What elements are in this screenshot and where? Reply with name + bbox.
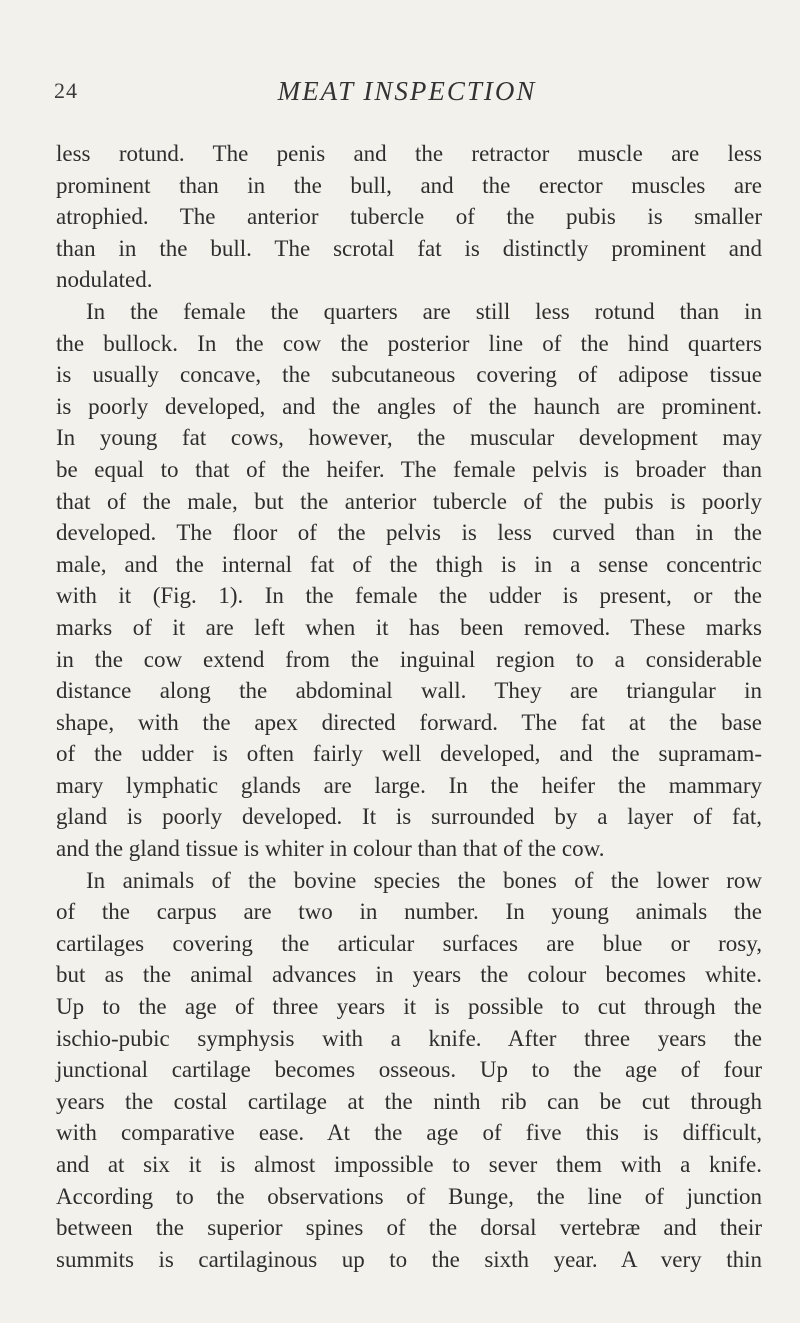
text-line: In animals of the bovine species the bones of the lower row	[86, 867, 762, 893]
text-line: less rotund. The penis and the retractor muscle are less	[56, 141, 762, 166]
text-line: summits is cartilaginous up to the sixth year. A very thin	[56, 1246, 762, 1272]
text-line: ischio-pubic symphysis with a knife. After three years the	[56, 1025, 762, 1051]
text-line: In young fat cows, however, the muscular development may	[56, 425, 762, 451]
text-line: marks of it are left when it has been removed. These marks	[56, 614, 762, 640]
text-line: developed. The floor of the pelvis is less curved than in the	[56, 520, 762, 546]
text-line: the bullock. In the cow the posterior line of the hind quarters	[56, 330, 762, 356]
text-line: distance along the abdominal wall. They are triangular in	[56, 678, 762, 704]
text-line: but as the animal advances in years the colour becomes white.	[56, 962, 762, 988]
text-line: of the udder is often fairly well developed, and the supramam-	[56, 741, 762, 767]
text-line: male, and the internal fat of the thigh is in a sense concentric	[56, 551, 762, 577]
body-text	[56, 138, 762, 1275]
text-line: between the superior spines of the dorsal vertebræ and their	[56, 1215, 762, 1241]
text-line: is poorly developed, and the angles of the haunch are prominent.	[56, 393, 762, 419]
text-line: is usually concave, the subcutaneous covering of adipose tissue	[56, 362, 762, 388]
text-line: prominent than in the bull, and the erector muscles are	[56, 172, 762, 198]
text-line: In the female the quarters are still less rotund than in	[86, 298, 762, 324]
text-line: with comparative ease. At the age of five this is difficult,	[56, 1120, 762, 1146]
text-line: of the carpus are two in number. In young animals the	[56, 899, 762, 925]
running-head: MEAT INSPECTION	[277, 76, 537, 106]
text-line: in the cow extend from the inguinal region to a considerable	[56, 646, 762, 672]
text-line: that of the male, but the anterior tubercle of the pubis is poorly	[56, 488, 762, 514]
text-line: Up to the age of three years it is possible to cut through the	[56, 994, 762, 1020]
text-line: atrophied. The anterior tubercle of the pubis is smaller	[56, 204, 762, 230]
text-line: gland is poorly developed. It is surrounded by a layer of fat,	[56, 804, 762, 830]
text-line: cartilages covering the articular surfaces are blue or rosy,	[56, 930, 762, 956]
text-line: with it (Fig. 1). In the female the udder is present, or the	[56, 583, 762, 609]
text-line: and at six it is almost impossible to sever them with a knife.	[56, 1152, 762, 1177]
page-header	[54, 78, 760, 118]
text-line: junctional cartilage becomes osseous. Up to the age of four	[56, 1057, 762, 1083]
text-line: be equal to that of the heifer. The female pelvis is broader than	[56, 456, 762, 482]
text-line: nodulated.	[56, 267, 153, 293]
text-line: and the gland tissue is whiter in colour than that of the cow.	[56, 836, 605, 862]
text-line: than in the bull. The scrotal fat is distinctly prominent and	[56, 235, 762, 261]
text-line: years the costal cartilage at the ninth rib can be cut through	[56, 1088, 762, 1114]
text-line: According to the observations of Bunge, the line of junction	[56, 1183, 762, 1209]
page-number: 24	[54, 78, 78, 103]
text-line: shape, with the apex directed forward. The fat at the base	[56, 709, 762, 735]
text-line: mary lymphatic glands are large. In the heifer the mammary	[56, 772, 762, 798]
